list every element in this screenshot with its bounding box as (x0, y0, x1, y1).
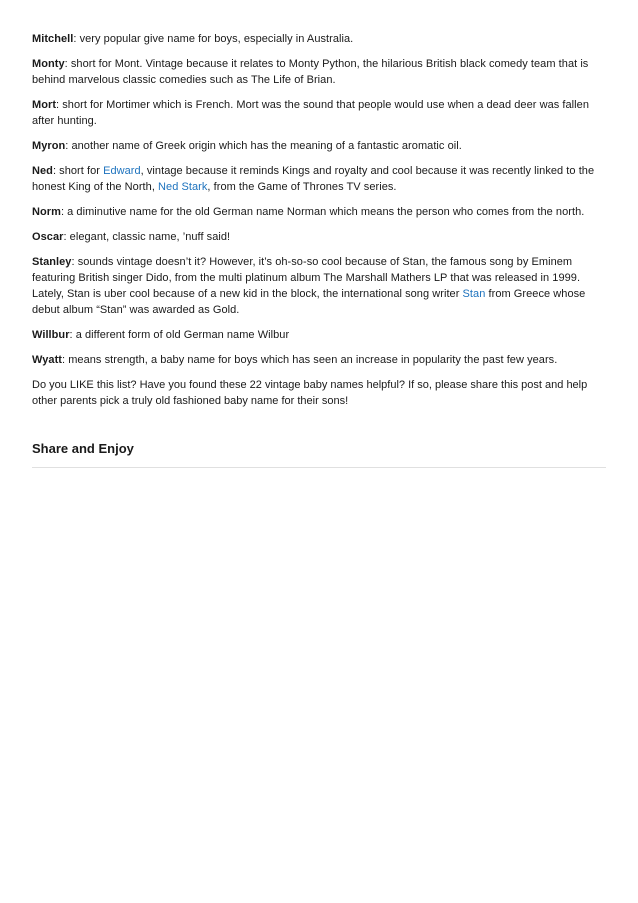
entry-text: from Greece whose debut album “Stan” was awarded as Gold. (32, 288, 586, 316)
entry-text: , vintage because it reminds Kings and royalty and cool because it was recently linked to the honest King of the North, (32, 165, 595, 193)
entry-name: Myron (32, 140, 66, 152)
entry-mort (32, 97, 606, 129)
entry-text: : very popular give name for boys, especially in Australia. (73, 33, 354, 45)
entry-name: Oscar (32, 231, 64, 243)
entry-name: Monty (32, 58, 65, 70)
share-heading: Share and Enjoy (32, 441, 606, 468)
entry-name: Ned (32, 165, 53, 177)
entry-text: : sounds vintage doesn’t it? However, it’s oh-so-so cool because of Stan, the famous song by Eminem featuring British singer Dido, from the multi platinum album The Marshall Mathers LP that was released in 1999. Lately, Stan is uber cool because of a new kid in the block, the international song writer (32, 256, 581, 300)
edward-link[interactable]: Edward (103, 165, 141, 177)
entry-text: : short for Mortimer which is French. Mort was the sound that people would use when a dead deer was fallen after hunting. (32, 99, 589, 127)
entry-monty (32, 56, 606, 88)
entry-mitchell (32, 31, 606, 47)
entry-norm (32, 204, 606, 220)
entry-willbur (32, 327, 606, 343)
entry-text: : means strength, a baby name for boys which has seen an increase in popularity the past few years. (62, 354, 558, 366)
entry-text: , from the Game of Thrones TV series. (207, 181, 397, 193)
entry-name: Willbur (32, 329, 70, 341)
entry-text: : a diminutive name for the old German name Norman which means the person who comes from the north. (60, 206, 585, 218)
ned-stark-link[interactable]: Ned Stark (158, 181, 208, 193)
entry-stanley (32, 254, 606, 318)
entry-name: Stanley (32, 256, 72, 268)
closing-paragraph: Do you LIKE this list? Have you found these 22 vintage baby names helpful? If so, please share this post and help other parents pick a truly old fashioned baby name for their sons! (32, 379, 588, 407)
entry-text: : a different form of old German name Wilbur (69, 329, 290, 341)
entry-text: : short for (52, 165, 104, 177)
entry-text: : another name of Greek origin which has the meaning of a fantastic aromatic oil. (65, 140, 462, 152)
entry-myron (32, 138, 606, 154)
entry-name: Mitchell (32, 33, 74, 45)
entry-text: : short for Mont. Vintage because it relates to Monty Python, the hilarious British black comedy team that is behind marvelous classic comedies such as The Life of Brian. (32, 58, 589, 86)
stan-link[interactable]: Stan (462, 288, 486, 300)
entry-ned (32, 163, 606, 195)
entry-oscar (32, 229, 606, 245)
entry-name: Mort (32, 99, 57, 111)
entry-name: Norm (32, 206, 61, 218)
entry-wyatt (32, 352, 606, 368)
entry-name: Wyatt (32, 354, 62, 366)
entry-text: : elegant, classic name, ’nuff said! (63, 231, 231, 243)
